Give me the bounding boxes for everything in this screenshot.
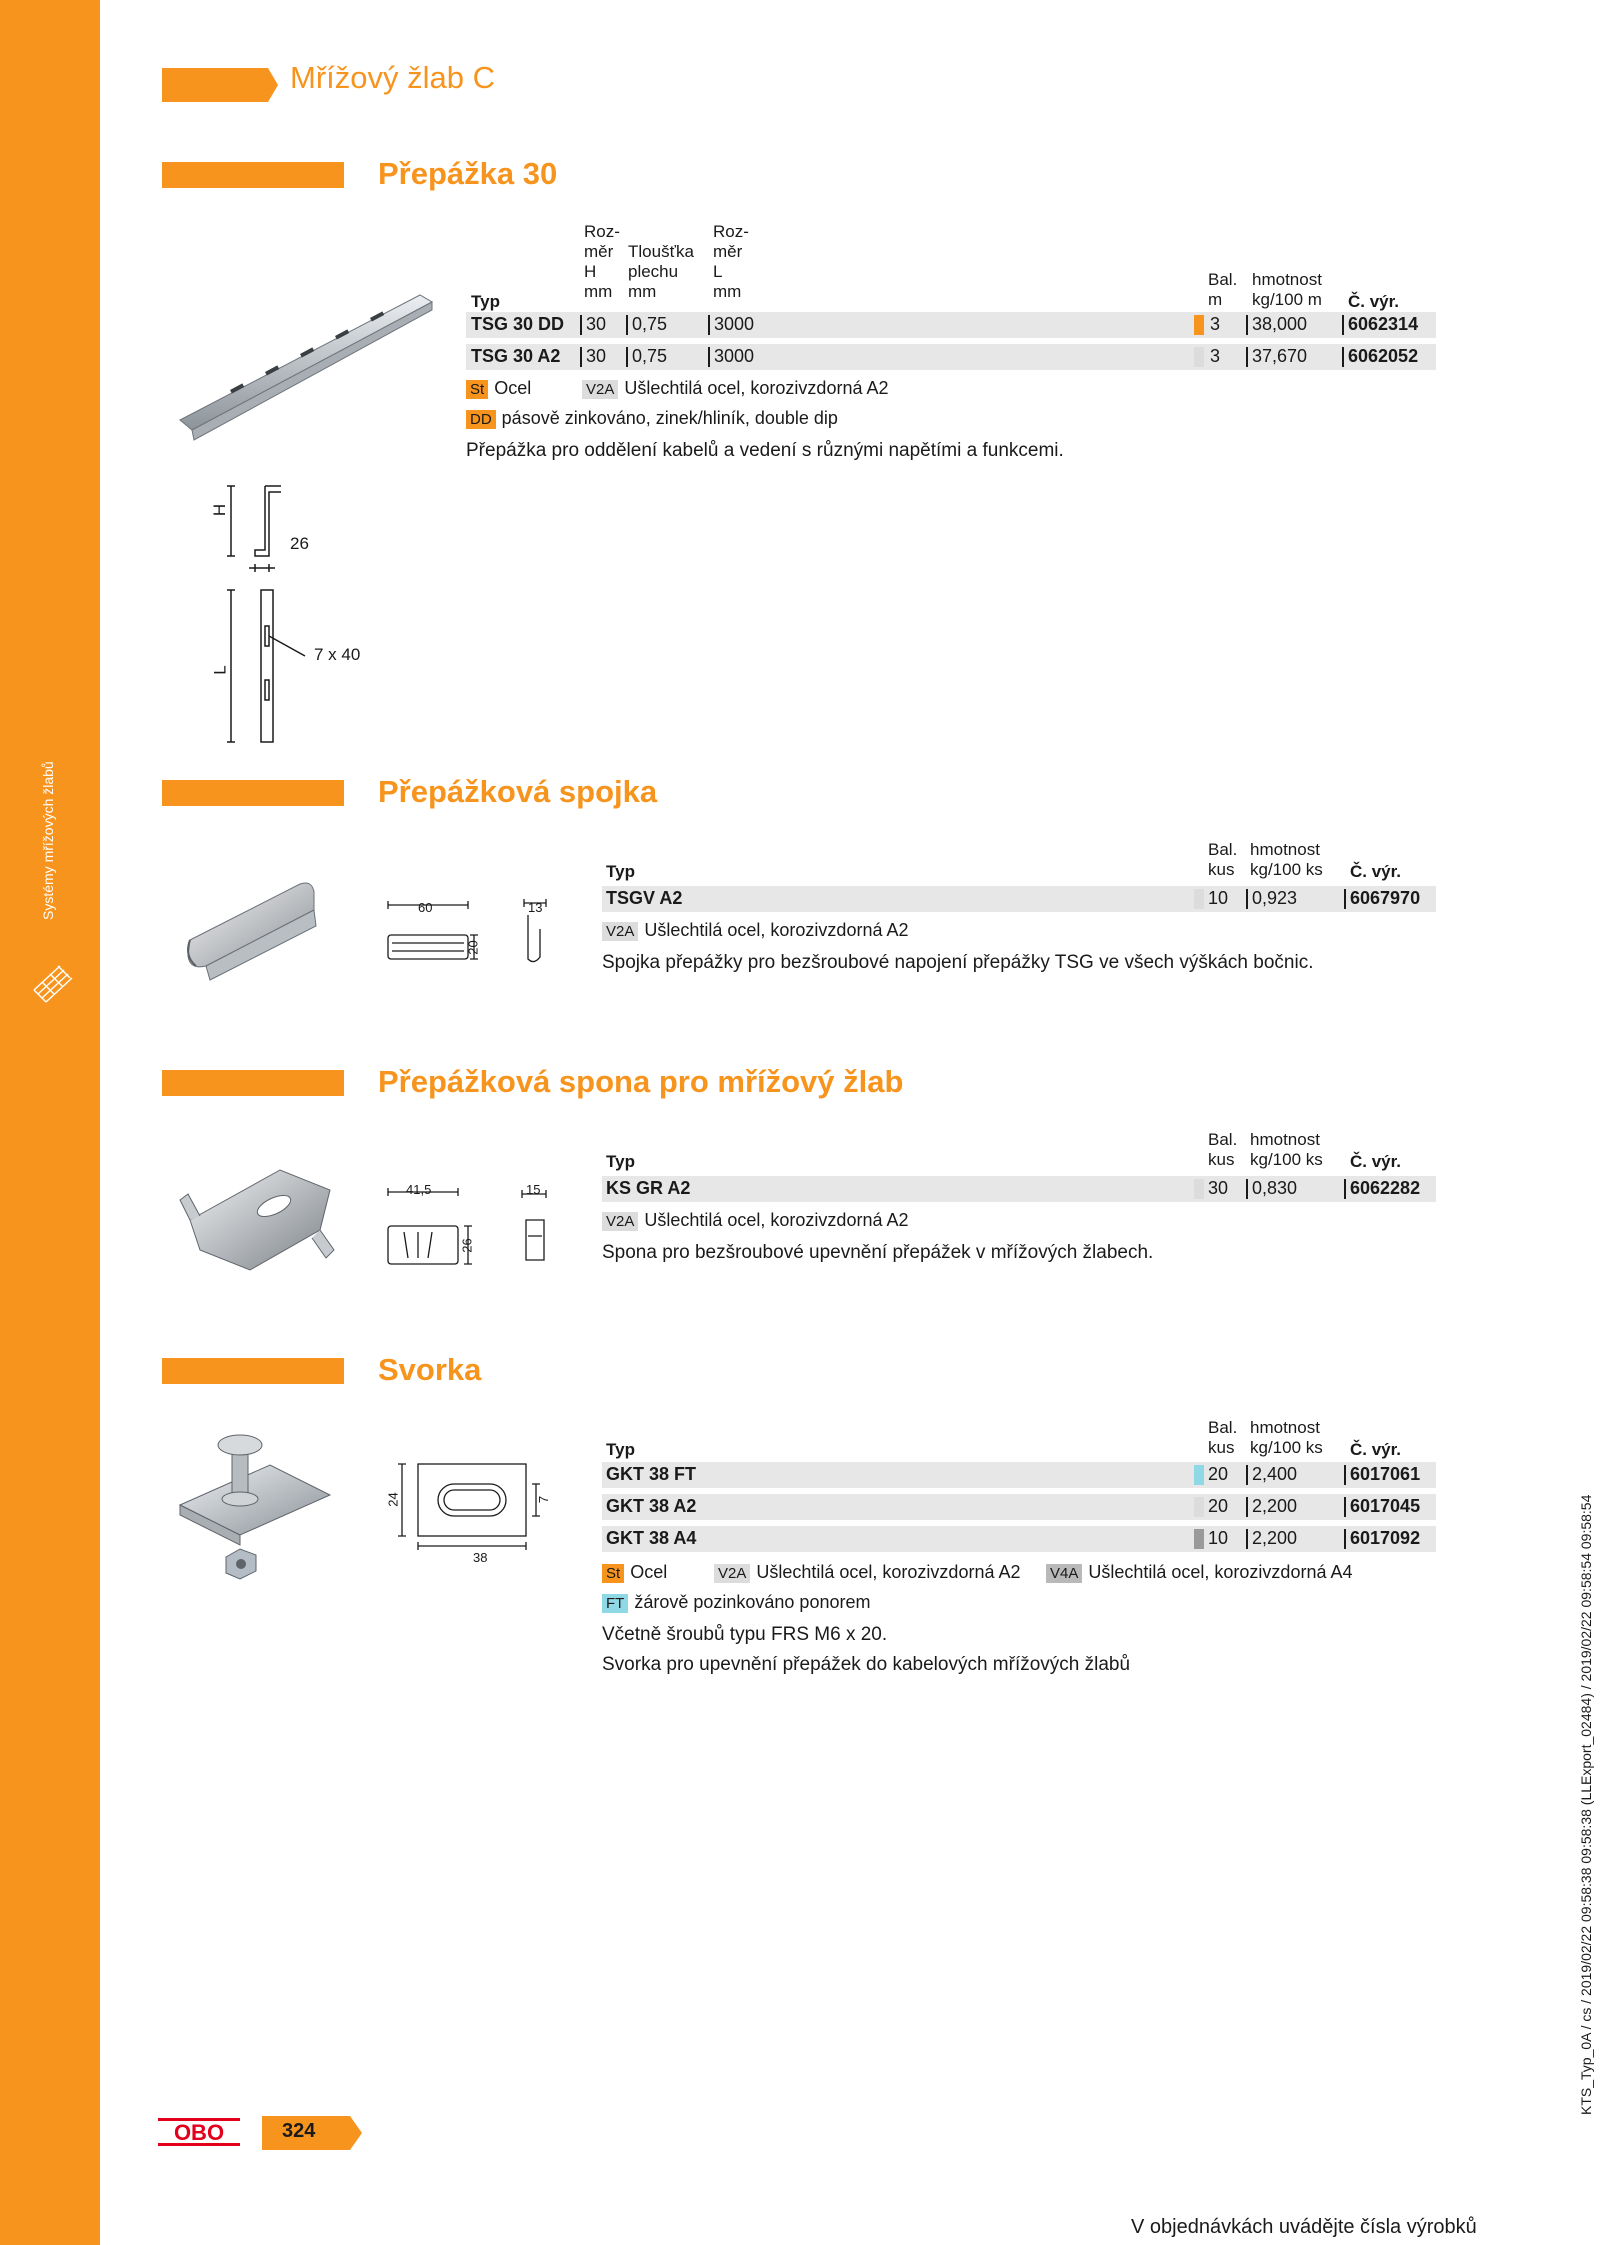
product-description: Spojka přepážky pro bezšroubové napojení přepážky TSG ve všech výškách bočnic. xyxy=(602,952,1314,973)
material-st: St Ocel xyxy=(602,1562,667,1583)
col-header-bal: Bal. kus xyxy=(1208,840,1238,879)
col-header-typ: Typ xyxy=(606,1152,635,1171)
material-st: St Ocel xyxy=(466,378,531,399)
section-title-prepazka-30: Přepážka 30 xyxy=(378,156,558,191)
section-title-prepazkova-spona: Přepážková spona pro mřížový žlab xyxy=(378,1064,904,1099)
obo-logo xyxy=(158,2118,240,2146)
drawing-label-height: 26 xyxy=(459,1238,475,1253)
page-number: 324 xyxy=(282,2120,316,2142)
section-title-svorka: Svorka xyxy=(378,1352,482,1387)
col-header-bal: Bal. m xyxy=(1208,270,1238,309)
table-row: GKT 38 A4 10 2,200 6017092 xyxy=(602,1526,1436,1552)
col-header-weight: hmotnost kg/100 m xyxy=(1252,270,1322,309)
connector-image xyxy=(180,870,330,990)
drawing-label-h: H xyxy=(210,503,230,517)
drawing-label-depth: 15 xyxy=(526,1182,541,1197)
sidebar-label: Systémy mřížových žlabů xyxy=(40,761,56,920)
col-header-l: Roz- měr L mm xyxy=(713,222,749,301)
table-row: GKT 38 A2 20 2,200 6017045 xyxy=(602,1494,1436,1520)
col-header-typ: Typ xyxy=(606,1440,635,1459)
material-marker xyxy=(1194,315,1204,335)
cable-tray-icon xyxy=(30,960,76,1006)
clamp-image xyxy=(170,1425,350,1595)
drawing-label-depth: 13 xyxy=(528,900,543,915)
clip-image xyxy=(170,1150,350,1280)
col-header-cv: Č. výr. xyxy=(1348,292,1400,311)
col-header-typ: Typ xyxy=(471,292,500,311)
material-v2a: V2A Ušlechtilá ocel, korozivzdorná A2 xyxy=(582,378,889,399)
drawing-label-depth: 7 xyxy=(536,1495,552,1504)
material-dd: DD pásově zinkováno, zinek/hliník, double dip xyxy=(466,408,838,429)
clamp-technical-drawing xyxy=(378,1450,558,1570)
material-marker xyxy=(1194,347,1204,367)
drawing-label-width: 26 xyxy=(290,534,309,553)
col-header-h: Roz- měr H mm xyxy=(584,222,620,301)
col-header-cv: Č. výr. xyxy=(1350,1440,1402,1459)
material-v2a: V2A Ušlechtilá ocel, korozivzdorná A2 xyxy=(602,1210,909,1231)
material-v2a: V2A Ušlechtilá ocel, korozivzdorná A2 xyxy=(714,1562,1021,1583)
divider-rail-image xyxy=(170,280,440,450)
table-row: KS GR A2 30 0,830 6062282 xyxy=(602,1176,1436,1202)
drawing-label-l: L xyxy=(210,665,230,675)
col-header-bal: Bal. kus xyxy=(1208,1418,1238,1457)
table-row: GKT 38 FT 20 2,400 6017061 xyxy=(602,1462,1436,1488)
drawing-label-width: 38 xyxy=(473,1550,488,1565)
col-header-typ: Typ xyxy=(606,862,635,881)
col-header-cv: Č. výr. xyxy=(1350,862,1402,881)
table-row: TSG 30 A2 30 0,75 3000 3 37,670 6062052 xyxy=(466,344,1436,370)
material-ft: FT žárově pozinkováno ponorem xyxy=(602,1592,870,1613)
product-description: Včetně šroubů typu FRS M6 x 20. xyxy=(602,1624,888,1645)
print-metadata: KTS_Typ_0A / cs / 2019/02/22 09:58:38 09:58:38 (LLExport_02484) / 2019/02/22 09:58:54 09:58:54 xyxy=(1578,1494,1594,2115)
footer-note: V objednávkách uvádějte čísla výrobků xyxy=(1131,2216,1477,2238)
col-header-cv: Č. výr. xyxy=(1350,1152,1402,1171)
section-bar xyxy=(162,162,344,188)
col-header-thickness: Tloušťka plechu mm xyxy=(628,242,694,301)
section-title-prepazkova-spojka: Přepážková spojka xyxy=(378,774,658,809)
material-v4a: V4A Ušlechtilá ocel, korozivzdorná A4 xyxy=(1046,1562,1353,1583)
section-bar xyxy=(162,1070,344,1096)
material-marker xyxy=(1194,889,1204,909)
material-marker xyxy=(1194,1497,1204,1517)
material-marker xyxy=(1194,1465,1204,1485)
col-header-weight: hmotnost kg/100 ks xyxy=(1250,1130,1323,1169)
drawing-label-width: 60 xyxy=(418,900,433,915)
material-marker xyxy=(1194,1529,1204,1549)
product-description: Svorka pro upevnění přepážek do kabelových mřížových žlabů xyxy=(602,1654,1131,1675)
drawing-label-width: 41,5 xyxy=(406,1182,432,1197)
col-header-weight: hmotnost kg/100 ks xyxy=(1250,840,1323,879)
orange-sidebar xyxy=(0,0,100,2245)
drawing-label-height: 24 xyxy=(385,1492,401,1507)
header-arrow-icon xyxy=(162,68,278,102)
section-bar xyxy=(162,1358,344,1384)
divider-technical-drawing xyxy=(195,480,395,750)
col-header-bal: Bal. kus xyxy=(1208,1130,1238,1169)
material-v2a: V2A Ušlechtilá ocel, korozivzdorná A2 xyxy=(602,920,909,941)
product-description: Spona pro bezšroubové upevnění přepážek v mřížových žlabech. xyxy=(602,1242,1154,1263)
table-row: TSG 30 DD 30 0,75 3000 3 38,000 6062314 xyxy=(466,312,1436,338)
section-bar xyxy=(162,780,344,806)
drawing-label-slot: 7 x 40 xyxy=(314,645,361,664)
product-description: Přepážka pro oddělení kabelů a vedení s různými napětími a funkcemi. xyxy=(466,440,1064,461)
page-title: Mřížový žlab C xyxy=(290,60,495,95)
table-row: TSGV A2 10 0,923 6067970 xyxy=(602,886,1436,912)
material-marker xyxy=(1194,1179,1204,1199)
drawing-label-height: 20 xyxy=(465,940,481,955)
svg-text:OBO: OBO xyxy=(173,2120,225,2145)
col-header-weight: hmotnost kg/100 ks xyxy=(1250,1418,1323,1457)
